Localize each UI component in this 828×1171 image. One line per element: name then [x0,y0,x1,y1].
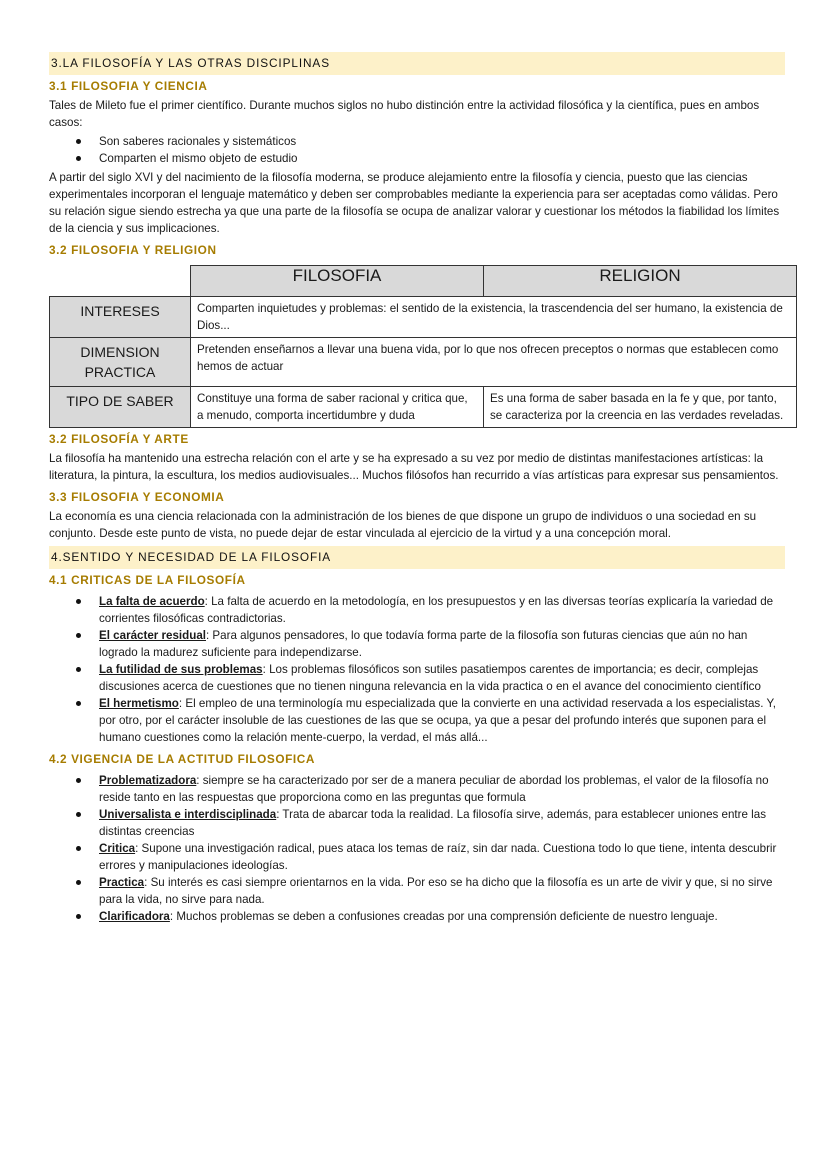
term: Practica [99,876,145,889]
list-item [49,874,785,908]
table-cell: Comparten inquietudes y problemas: el sentido de la existencia, la trascendencia del ser humano, la existencia de Dios... [191,297,797,338]
section-4-1-title: 4.1 CRITICAS DE LA FILOSOFÍA [49,573,246,587]
term-text: : Trata de abarcar toda la realidad. La filosofía sirve, además, para establecer uniones entre las distintas creencias [99,808,766,838]
table-corner [50,266,191,297]
list-item [49,772,785,806]
section-3-1-bullets [49,133,785,167]
term-text: : El empleo de una terminología mu especializada que la convierte en una actividad reservada a los especialistas. Y, por otro, por el carácter insoluble de las cuestiones de las que se ocupa, ya que a pesar del profundo interés que suponen para el humano cuestiones como la relación mente-cuerpo, la verdad, el más allá... [99,697,776,744]
term-text: : Para algunos pensadores, lo que todavía forma parte de la filosofía son futuras ciencias que aún no han logrado la madurez suficiente para independizarse. [99,629,748,659]
document-page [49,52,785,927]
list-item [49,840,785,874]
section-3-1-paragraph: A partir del siglo XVI y del nacimiento de la filosofía moderna, se produce alejamiento entre la filosofía y ciencia, puesto que las ciencias experimentales incorporan el lenguaje matemático y deben ser comprobables mediante la experiencia para ser aceptadas como válidas. Pero su relación sigue siendo estrecha ya que una parte de la filosofía se ocupa de analizar valorar y cuestionar los métodos la fiabilidad los límites de la ciencia y sus implicaciones. [49,171,780,235]
section-4-2-title: 4.2 VIGENCIA DE LA ACTITUD FILOSOFICA [49,752,316,766]
list-item [49,908,785,925]
term-text: : Su interés es casi siempre orientarnos en la vida. Por eso se ha dicho que la filosofía es un arte de vivir y que, si no sirve para la vida, no sirve para nada. [99,876,773,906]
list-item [49,593,785,627]
list-item [49,661,785,695]
column-header-filosofia: FILOSOFIA [191,266,484,297]
table-cell: Es una forma de saber basada en la fe y que, por tanto, se caracteriza por la creencia en las verdades reveladas. [484,387,797,428]
term-text: : Los problemas filosóficos son sutiles pasatiempos carentes de importancia; es decir, complejas discusiones acerca de cuestiones que no tienen ninguna relevancia en la vida practica o en el avance del conocimiento científico [99,663,761,693]
list-item: Comparten el mismo objeto de estudio [49,150,785,167]
column-header-religion: RELIGION [484,266,797,297]
list-item [49,806,785,840]
section-3-2b-title: 3.2 FILOSOFÍA Y ARTE [49,432,189,446]
table-cell: Constituye una forma de saber racional y critica que, a menudo, comporta incertidumbre y duda [191,387,484,428]
term: Critica [99,842,136,855]
term-text: : La falta de acuerdo en la metodología, en los presupuestos y en las diversas teorías explicaría la variedad de corrientes filosóficas contradictorias. [99,595,774,625]
row-header-dimension-practica: DIMENSION PRACTICA [50,338,191,387]
list-item [49,695,785,746]
row-header-intereses: INTERESES [50,297,191,338]
table-cell: Pretenden enseñarnos a llevar una buena vida, por lo que nos ofrecen preceptos o normas que establecen como hemos de actuar [191,338,797,387]
term-text: : Muchos problemas se deben a confusiones creadas por una comprensión deficiente de nuestro lenguaje. [169,910,718,923]
list-item: Son saberes racionales y sistemáticos [49,133,785,150]
table-row [50,387,797,428]
section-4-heading: 4.SENTIDO Y NECESIDAD DE LA FILOSOFIA [49,546,785,569]
section-3-3-paragraph: La economía es una ciencia relacionada con la administración de los bienes de que dispone un grupo de individuos o una sociedad en su conjunto. Desde este punto de vista, no puede dejar de estar vinculada al ejercicio de la virtud y a una concepción moral. [49,510,757,540]
table-row [50,297,797,338]
section-4-2-list [49,772,785,925]
table-header-row [50,266,797,297]
section-4-1-list [49,593,785,746]
term: El hermetismo [99,697,179,710]
term: El carácter residual [99,629,206,642]
term: La falta de acuerdo [99,595,205,608]
section-3-heading: 3.LA FILOSOFÍA Y LAS OTRAS DISCIPLINAS [49,52,785,75]
table-row [50,338,797,387]
term-text: : Supone una investigación radical, pues ataca los temas de raíz, sin dar nada. Cuestiona todo lo que tiene, intenta descubrir errores y manipulaciones ideologías. [99,842,777,872]
section-3-2b-paragraph: La filosofía ha mantenido una estrecha relación con el arte y se ha expresado a su vez por medio de distintas manifestaciones artísticas: la literatura, la pintura, la escultura, los medios audiovisuales... Muchos filósofos han recurrido a vías artísticas para expresar sus pensamientos. [49,452,779,482]
section-3-1-title: 3.1 FILOSOFIA Y CIENCIA [49,79,208,93]
term-text: : siempre se ha caracterizado por ser de a manera peculiar de abordad los problemas, el valor de la filosofía no reside tanto en las respuestas que proporciona como en las preguntas que formula [99,774,769,804]
section-3-1-intro: Tales de Mileto fue el primer científico. Durante muchos siglos no hubo distinción entre la actividad filosófica y la científica, pues en ambos casos: [49,99,760,129]
list-item [49,627,785,661]
comparison-table [49,265,797,428]
section-3-3-title: 3.3 FILOSOFIA Y ECONOMIA [49,490,225,504]
term: Universalista e interdisciplinada [99,808,277,821]
term: Problematizadora [99,774,197,787]
term: La futilidad de sus problemas [99,663,263,676]
term: Clarificadora [99,910,170,923]
row-header-tipo-de-saber: TIPO DE SABER [50,387,191,428]
section-3-2-title: 3.2 FILOSOFIA Y RELIGION [49,243,217,257]
